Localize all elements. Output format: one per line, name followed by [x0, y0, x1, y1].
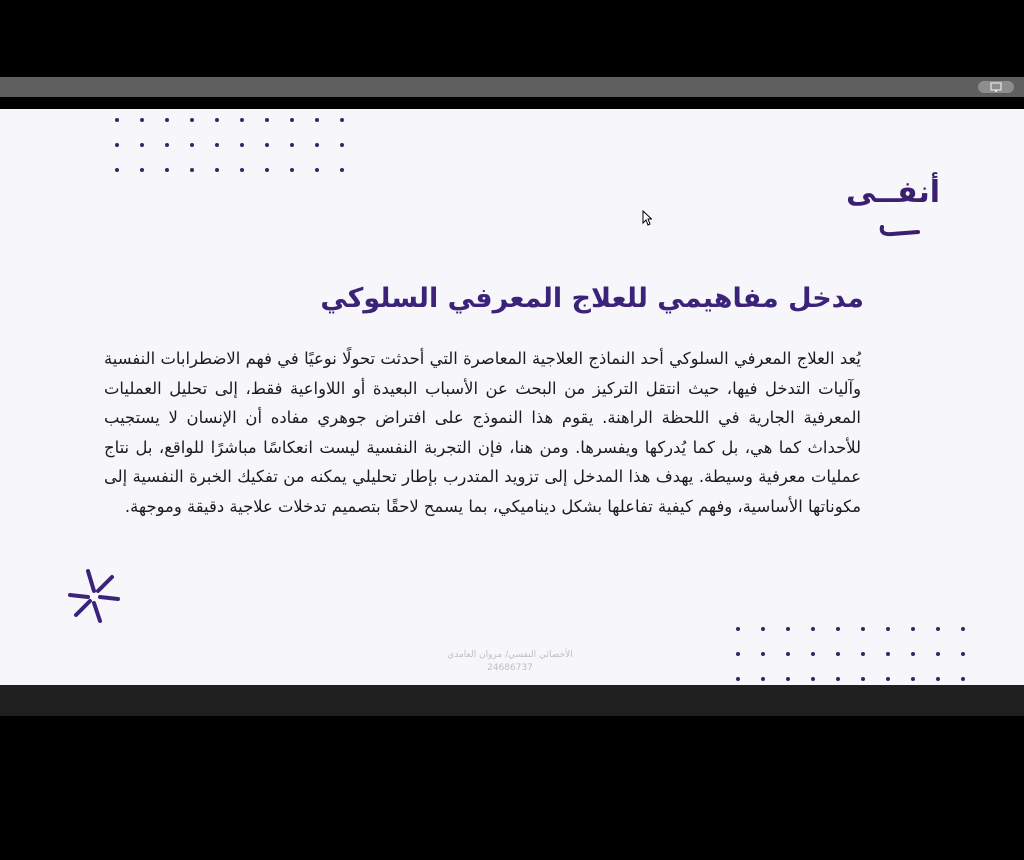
decorative-dot: [761, 677, 765, 681]
decorative-dot: [761, 652, 765, 656]
decorative-dot: [215, 143, 219, 147]
decorative-dot: [786, 677, 790, 681]
decorative-dot: [140, 118, 144, 122]
decorative-dot: [215, 118, 219, 122]
decorative-dot: [340, 168, 344, 172]
decorative-dot: [886, 627, 890, 631]
decorative-dot: [811, 677, 815, 681]
decorative-dot: [861, 652, 865, 656]
decorative-dot: [140, 143, 144, 147]
decorative-dot: [315, 143, 319, 147]
decorative-dot: [115, 118, 119, 122]
decorative-dot: [290, 118, 294, 122]
viewer-toolbar: [0, 77, 1024, 97]
mouse-pointer-icon: [642, 210, 652, 226]
decorative-dot: [911, 652, 915, 656]
presentation-slide: [0, 109, 1024, 685]
presenter-id: 24686737: [487, 663, 533, 673]
toolbar-toggle-button[interactable]: [978, 81, 1014, 93]
slide-body-text: يُعد العلاج المعرفي السلوكي أحد النماذج العلاجية المعاصرة التي أحدثت تحولًا نوعيًا في فهم الاضطرابات النفسية وآليات التدخل فيها، حيث انتقل التركيز من البحث عن الأسباب البعيدة أو اللاواعية فقط، إلى تحليل العمليات المعرفية الجارية في اللحظة الراهنة. يقوم هذا النموذج على افتراض جوهري مفاده أن الإنسان لا يستجيب للأحداث كما هي، بل كما يُدركها ويفسرها. ومن هنا، فإن التجربة النفسية ليست انعكاسًا مباشرًا للواقع، بل نتاج عمليات معرفية وسيطة. يهدف هذا المدخل إلى تزويد المتدرب بإطار تحليلي يمكنه من تفكيك الخبرة النفسية إلى مكوناتها الأساسية، وفهم كيفية تفاعلها بشكل ديناميكي، بما يسمح لاحقًا بتصميم تدخلات علاجية دقيقة وموجهة.: [104, 349, 861, 516]
decorative-dot: [315, 118, 319, 122]
decorative-dot: [861, 677, 865, 681]
slide-title: مدخل مفاهيمي للعلاج المعرفي السلوكي: [320, 283, 864, 314]
decorative-dot: [736, 652, 740, 656]
decorative-dot: [786, 627, 790, 631]
decorative-dot: [115, 168, 119, 172]
decorative-dot: [340, 143, 344, 147]
decorative-dot: [240, 143, 244, 147]
decorative-dot: [240, 118, 244, 122]
decorative-dot: [836, 627, 840, 631]
presenter-credit: [400, 649, 620, 675]
decorative-dot: [836, 677, 840, 681]
decorative-dot: [936, 652, 940, 656]
decorative-dot: [961, 652, 965, 656]
logo-swoosh-icon: [878, 181, 948, 239]
brand-logo-text: أنفــى: [846, 175, 940, 210]
decorative-dot: [165, 118, 169, 122]
decorative-dot: [115, 143, 119, 147]
decorative-dot: [190, 168, 194, 172]
decorative-dot: [911, 677, 915, 681]
presenter-name: الأخصائي النفسي/ مروان العامدي: [447, 650, 573, 660]
decorative-dot-grid-top: [115, 118, 344, 172]
decorative-dot: [290, 143, 294, 147]
brand-logo: [846, 175, 948, 239]
decorative-dot: [265, 168, 269, 172]
screen-icon: [990, 82, 1002, 92]
decorative-dot: [340, 118, 344, 122]
decorative-dot: [936, 677, 940, 681]
decorative-dot: [140, 168, 144, 172]
decorative-dot: [265, 143, 269, 147]
decorative-dot: [736, 627, 740, 631]
decorative-dot: [886, 652, 890, 656]
decorative-dot: [165, 143, 169, 147]
decorative-dot: [265, 118, 269, 122]
decorative-dot: [240, 168, 244, 172]
decorative-dot: [961, 677, 965, 681]
decorative-dot: [290, 168, 294, 172]
decorative-dot: [315, 168, 319, 172]
decorative-dot: [861, 627, 865, 631]
decorative-dot: [786, 652, 790, 656]
decorative-dot: [886, 677, 890, 681]
decorative-dot: [811, 627, 815, 631]
decorative-dot: [761, 627, 765, 631]
star-logo-icon: [66, 567, 122, 629]
decorative-dot: [836, 652, 840, 656]
decorative-dot-grid-bottom: [736, 627, 965, 681]
decorative-dot: [961, 627, 965, 631]
decorative-dot: [936, 627, 940, 631]
viewer-bottom-bar: [0, 685, 1024, 716]
decorative-dot: [190, 143, 194, 147]
decorative-dot: [911, 627, 915, 631]
decorative-dot: [190, 118, 194, 122]
decorative-dot: [811, 652, 815, 656]
decorative-dot: [736, 677, 740, 681]
decorative-dot: [215, 168, 219, 172]
decorative-dot: [165, 168, 169, 172]
